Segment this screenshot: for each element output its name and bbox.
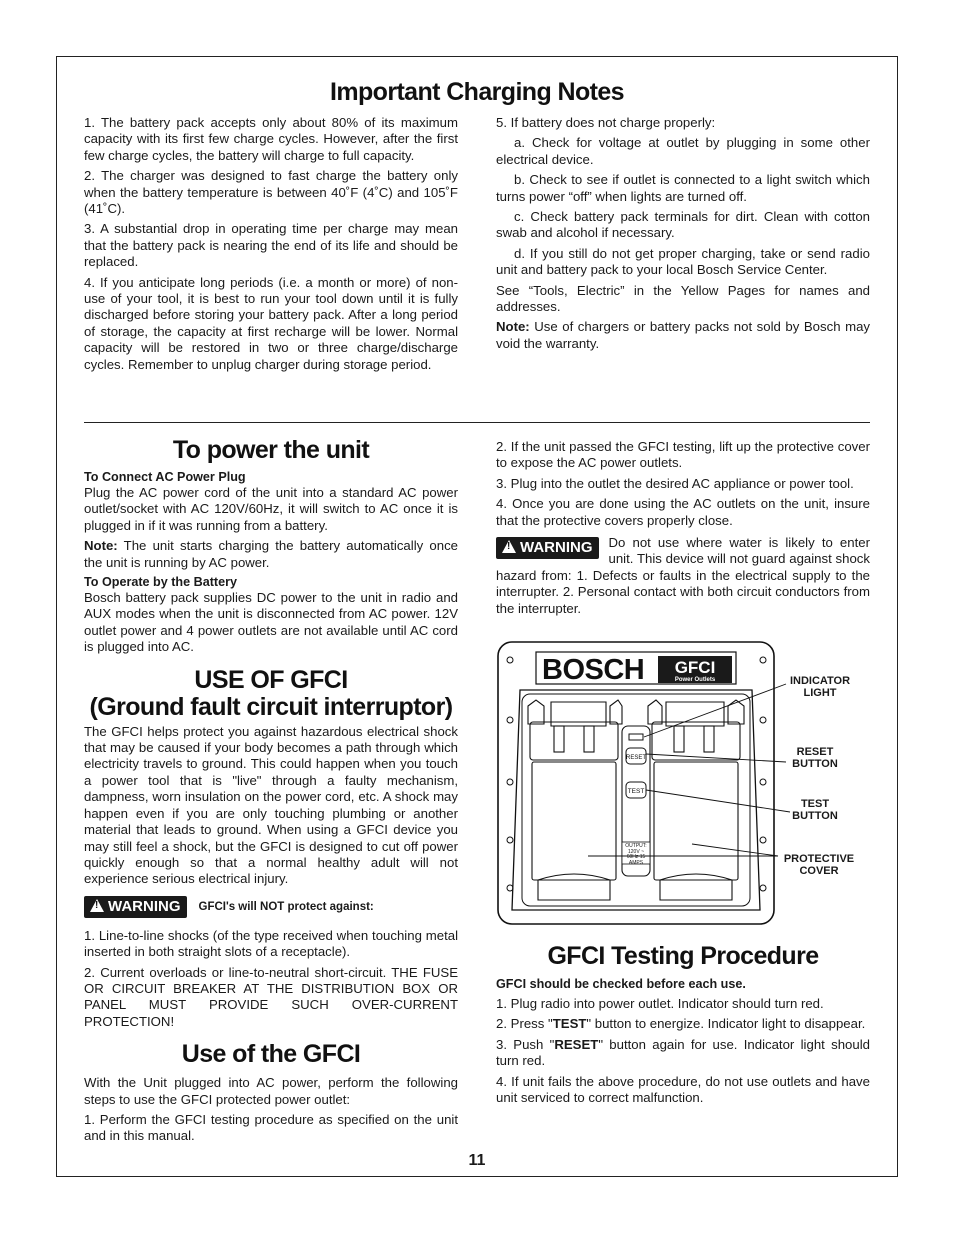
gfci-testing-section [496,942,870,1110]
gfci-title-line-1: USE OF GFCI [194,665,348,694]
gfci-testing-heading: GFCI should be checked before each use. [496,977,746,991]
bosch-logo: BOSCH [542,654,645,686]
gfci-testing-title: GFCI Testing Procedure [547,942,819,970]
gfci-description: The GFCI helps protect you against hazardous electrical shock that may be caused if your body becomes a path through which electricity travels to ground. This could happen when you touch a power tool that is "live" through a faulty mechanism, dampness, worn insulation on the power cord, etc. A shock may happen even if you are only touching plumbing or another material that leads to ground. When using a GFCI device you may still feel a shock, but the GFCI is designed to cut off power quickly enough so that a normal healthy adult will not experience serious electrical injury. [84,723,458,887]
callout-indicator-line1: INDICATOR [789,675,851,687]
callout-indicator-line2: LIGHT [803,687,837,699]
warning-badge [496,537,599,559]
note-text: Use of chargers or battery packs not sold by Bosch may void the warranty. [496,319,870,351]
warning-label: WARNING [108,897,181,915]
warning-label: WARNING [520,539,593,557]
charging-note [84,538,458,571]
rating-text-box [622,842,650,864]
charging-note-5a: a. Check for voltage at outlet by plugging in some other electrical device. [496,135,870,167]
callout-reset-line2: BUTTON [792,758,838,770]
warning-triangle-icon: ! [90,899,104,912]
gfci-warning-row [84,896,458,918]
charging-note-5b: b. Check to see if outlet is connected to a light switch which turns power “off” when lights are turned off. [496,172,870,204]
use-gfci-title: Use of the GFCI [181,1040,361,1069]
gfci-limit-2: 2. Current overloads or line-to-neutral short-circuit. THE FUSE OR CIRCUIT BREAKER AT THE DISTRIBUTION BOX OR PANEL MUST PROVIDE SUCH OVER-CURRENT PROTECTION! [84,964,458,1029]
water-warning-text: Do not use where water is likely to enter unit. This device will not guard against shock hazard from: 1. Defects or faults in the electrical supply to the interrupter. 2. Personal contact with both circuit conductors from the interrupter. [496,535,870,616]
testing-step-3 [496,1037,870,1070]
warning-caption: GFCI's will NOT protect against: [198,900,374,913]
charging-note-5: 5. If battery does not charge properly: [496,115,716,130]
gfci-badge-text: GFCI [674,658,716,677]
charging-note-4: 4. If you anticipate long periods (i.e. a month or more) of non-use of your tool, it is best to run your tool down until it is fully discharged before storing your battery pack. After a long period of storage, the capacity at first recharge will be lower. Normal capacity will be restored in two or three charge/discharge cycles. Remember to unplug charger during storage period. [84,274,458,372]
step3-text-b: " button again for use. Indicator light should turn red. [496,1036,870,1069]
note-label: Note: [496,319,530,335]
note-label: Note: [84,538,118,554]
step2-test-word: TEST [552,1016,587,1032]
yellow-pages-note: See “Tools, Electric” in the Yellow Pages for names and addresses. [496,282,870,315]
operate-battery-heading: To Operate by the Battery [84,575,238,590]
charging-note-1: 1. The battery pack accepts only about 80% of its maximum capacity with its first few charge cycles. However, after the first few charge cycles, the battery will charge to full capacity. [84,115,458,163]
callout-indicator-light [780,675,860,699]
callout-test-button [780,798,850,822]
callout-cover-line2: COVER [799,865,839,877]
warning-badge [84,896,187,918]
testing-step-4: 4. If unit fails the above procedure, do not use outlets and have unit serviced to correct malfunction. [496,1073,870,1106]
use-gfci-step-1: 1. Perform the GFCI testing procedure as specified on the unit and in this manual. [84,1111,458,1144]
gfci-title-line-2: (Ground fault circuit interruptor) [89,692,453,721]
reset-button-label: RESET [625,755,647,761]
indicator-light [629,734,643,740]
gfci-badge-sub: Power Outlets [674,677,716,683]
rating-text: OUTPUT: 120V ~ 60Hz 15 AMPS [625,843,647,864]
step2-text-a: 2. Press " [496,1016,553,1032]
power-unit-title: To power the unit [172,436,370,464]
warning-triangle-icon: ! [502,540,516,553]
gfci-limit-1: 1. Line-to-line shocks (of the type received when touching metal inserted in both straight slots of a receptacle). [84,927,458,960]
charging-notes-right-column [496,115,870,356]
charging-notes-left-column [84,115,458,377]
callout-reset-button [780,746,850,770]
charging-note-3: 3. A substantial drop in operating time per charge may mean that the battery pack is nearing the end of its life and should be replaced. [84,221,458,270]
page-number: 11 [468,1152,486,1169]
test-button-label: TEST [627,788,645,795]
gfci-use-title [84,667,458,721]
callout-test-line1: TEST [800,798,830,810]
use-gfci-step-4: 4. Once you are done using the AC outlets on the unit, insure that the protective covers properly close. [496,496,870,528]
callout-protective-cover [776,853,862,877]
step3-reset-word: RESET [554,1036,599,1052]
connect-ac-text: Plug the AC power cord of the unit into a standard AC power outlet/socket with AC 120V/60Hz, it will switch to AC once it is plugged in if it was running from a battery. [84,485,458,533]
section-divider [84,422,870,423]
callout-reset-line1: RESET [796,746,834,758]
warranty-note [496,319,870,352]
connect-ac-heading: To Connect AC Power Plug [84,470,246,484]
charging-note-5c: c. Check battery pack terminals for dirt. Clean with cotton swab and alcohol if necessary. [496,209,870,241]
callout-test-line2: BUTTON [792,810,838,822]
left-column [84,436,458,1149]
use-gfci-intro: With the Unit plugged into AC power, perform the following steps to use the GFCI protected power outlet: [84,1075,458,1107]
note-text: The unit starts charging the battery automatically once the unit is running by AC power. [84,538,458,570]
charging-note-5d: d. If you still do not get proper charging, take or send radio unit and battery pack to your local Bosch Service Center. [496,245,870,278]
use-gfci-step-3: 3. Plug into the outlet the desired AC appliance or power tool. [496,475,854,491]
callout-cover-line1: PROTECTIVE [783,853,855,865]
testing-step-2 [496,1016,870,1032]
charging-notes-title: Important Charging Notes [330,78,624,106]
right-column-top [496,439,870,621]
charging-note-2: 2. The charger was designed to fast charge the battery only when the battery temperature is between 40˚F (4˚C) and 105˚F (41˚C). [84,168,458,217]
operate-battery-text: Bosch battery pack supplies DC power to the unit in radio and AUX modes when the unit is disconnected from AC power. 12V outlet power and 4 power outlets are not available until AC cord is plugged into AC. [84,590,458,655]
water-warning [496,535,870,617]
use-gfci-step-2: 2. If the unit passed the GFCI testing, lift up the protective cover to expose the AC power outlets. [496,439,870,471]
testing-step-1: 1. Plug radio into power outlet. Indicator should turn red. [496,996,824,1011]
step3-text-a: 3. Push " [496,1036,555,1052]
step2-text-b: " button to energize. Indicator light to disappear. [586,1016,866,1032]
